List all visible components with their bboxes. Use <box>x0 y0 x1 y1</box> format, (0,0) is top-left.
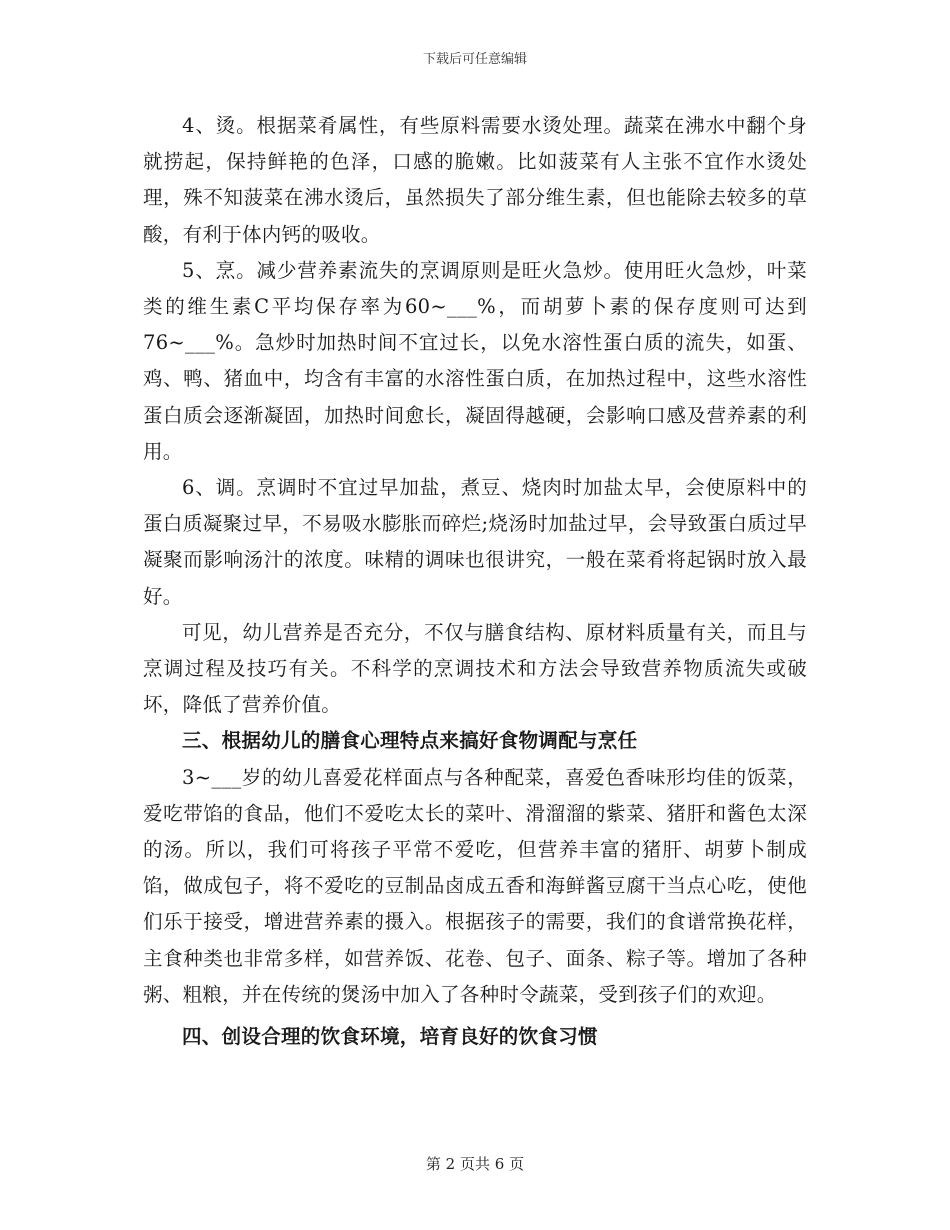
page-header-note: 下载后可任意编辑 <box>422 52 527 67</box>
section-heading-3: 三、根据幼儿的膳食心理特点来搞好食物调配与烹任 <box>182 729 638 753</box>
paragraph-blanch: 4、烫。根据菜肴属性，有些原料需要水烫处理。蔬菜在沸水中翻个身就捞起，保持鲜艳的色泽，口感的脆嫩。比如菠菜有人主张不宜作水烫处理，殊不知菠菜在沸水烫后，虽然损失了部分维生素，但也能除去较多的草酸，有利于体内钙的吸收。 <box>143 114 807 246</box>
page-number: 第 2 页共 6 页 <box>425 1155 525 1173</box>
section-heading-4: 四、创设合理的饮食环境，培育良好的饮食习惯 <box>182 1025 598 1049</box>
paragraph-conclusion: 可见，幼儿营养是否充分，不仅与膳食结构、原材料质量有关，而且与烹调过程及技巧有关。不科学的烹调技术和方法会导致营养物质流失或破坏，降低了营养价值。 <box>143 620 807 717</box>
paragraph-seasoning: 6、调。烹调时不宜过早加盐，煮豆、烧肉时加盐太早，会使原料中的蛋白质凝聚过早，不易吸水膨胀而碎烂;烧汤时加盐过早，会导致蛋白质过早凝聚而影响汤汁的浓度。味精的调味也很讲究，一般在菜肴将起锅时放入最好。 <box>143 476 807 608</box>
paragraph-stir-fry: 5、烹。减少营养素流失的烹调原则是旺火急炒。使用旺火急炒，叶菜类的维生素C平均保存率为60~___%，而胡萝卜素的保存度则可达到76~___%。急炒时加热时间不宜过长，以免水溶性蛋白质的流失，如蛋、鸡、鸭、猪血中，均含有丰富的水溶性蛋白质，在加热过程中，这些水溶性蛋白质会逐渐凝固，加热时间愈长，凝固得越硬，会影响口感及营养素的利用。 <box>143 258 807 463</box>
paragraph-section-3: 3~___岁的幼儿喜爱花样面点与各种配菜，喜爱色香味形均佳的饭菜，爱吃带馅的食品，他们不爱吃太长的菜叶、滑溜溜的紫菜、猪肝和酱色太深的汤。所以，我们可将孩子平常不爱吃，但营养丰富的猪肝、胡萝卜制成馅，做成包子，将不爱吃的豆制品卤成五香和海鲜酱豆腐干当点心吃，使他们乐于接受，增进营养素的摄入。根据孩子的需要，我们的食谱常换花样，主食种类也非常多样，如营养饭、花卷、包子、面条、粽子等。增加了各种粥、粗粮，并在传统的煲汤中加入了各种时令蔬菜，受到孩子们的欢迎。 <box>143 765 807 1006</box>
document-body <box>143 108 807 1055</box>
